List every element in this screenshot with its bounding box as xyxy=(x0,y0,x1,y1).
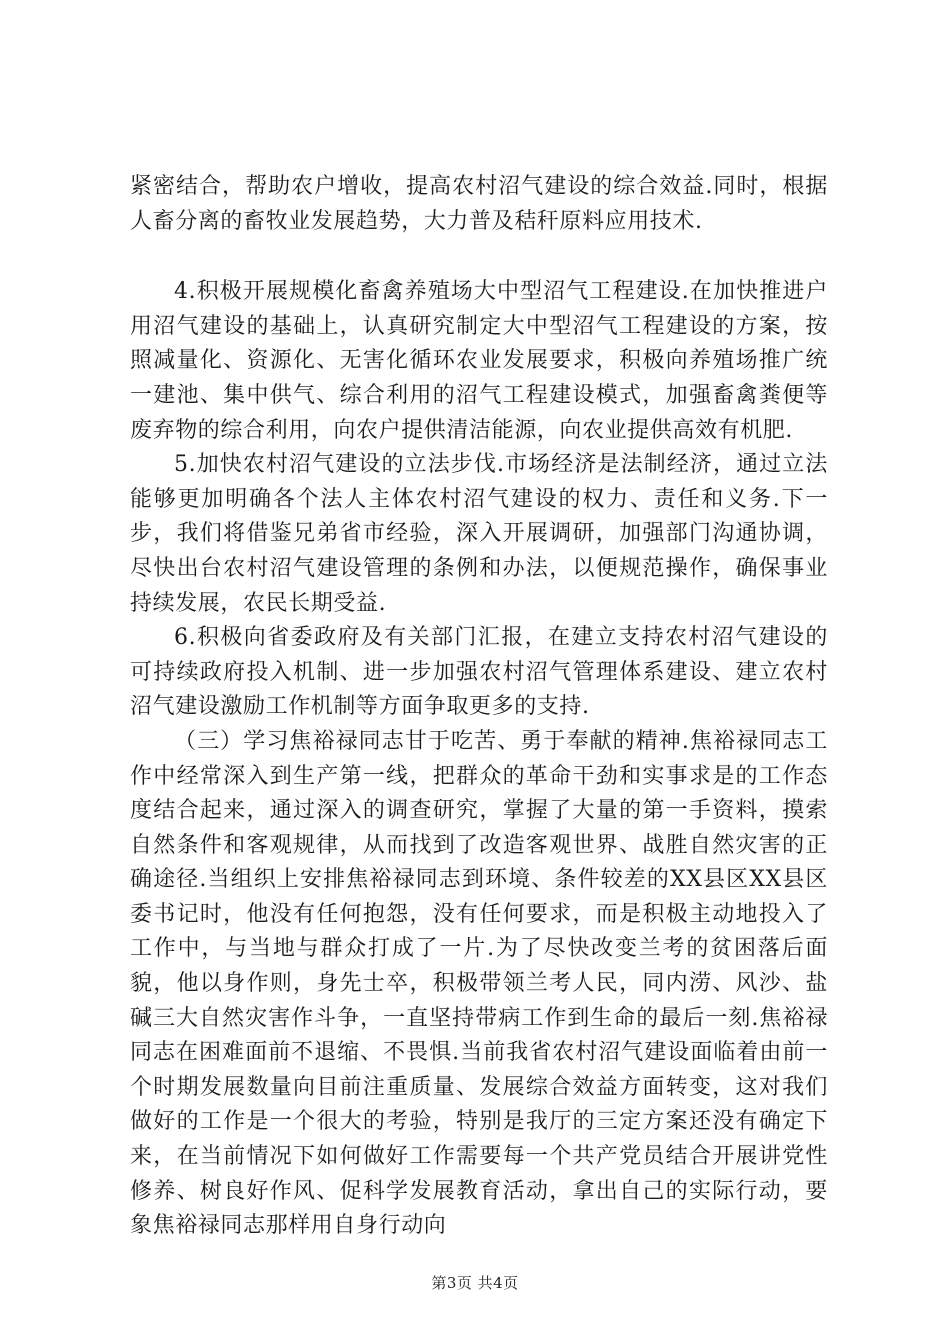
paragraph-continuation: 紧密结合，帮助农户增收，提高农村沼气建设的综合效益.同时，根据人畜分离的畜牧业发展趋势，大力普及秸秆原料应用技术. xyxy=(130,174,828,234)
paragraph-item-4: 4.积极开展规模化畜禽养殖场大中型沼气工程建设.在加快推进户用沼气建设的基础上，认真研究制定大中型沼气工程建设的方案，按照减量化、资源化、无害化循环农业发展要求，积极向养殖场推广统一建池、集中供气、综合利用的沼气工程建设模式，加强畜禽粪便等废弃物的综合利用，向农户提供清洁能源，向农业提供高效有机肥. xyxy=(130,279,828,443)
paragraph-section-3: （三）学习焦裕禄同志甘于吃苦、勇于奉献的精神.焦裕禄同志工作中经常深入到生产第一线，把群众的革命干劲和实事求是的工作态度结合起来，通过深入的调查研究，掌握了大量的第一手资料，摸索自然条件和客观规律，从而找到了改造客观世界、战胜自然灾害的正确途径.当组织上安排焦裕禄同志到环境、条件较差的XX县区XX县区委书记时，他没有任何抱怨，没有任何要求，而是积极主动地投入了工作中，与当地与群众打成了一片.为了尽快改变兰考的贫困落后面貌，他以身作则，身先士卒，积极带领兰考人民，同内涝、风沙、盐碱三大自然灾害作斗争，一直坚持带病工作到生命的最后一刻.焦裕禄同志在困难面前不退缩、不畏惧.当前我省农村沼气建设面临着由前一个时期发展数量向目前注重质量、发展综合效益方面转变，这对我们做好的工作是一个很大的考验，特别是我厅的三定方案还没有确定下来，在当前情况下如何做好工作需要每一个共产党员结合开展讲党性修养、树良好作风、促科学发展教育活动，拿出自己的实际行动，要象焦裕禄同志那样用自身行动向 xyxy=(130,728,828,1239)
page-number-footer: 第3页 共4页 xyxy=(431,1274,519,1292)
body-text xyxy=(130,170,828,1244)
paragraph-item-5: 5.加快农村沼气建设的立法步伐.市场经济是法制经济，通过立法能够更加明确各个法人主体农村沼气建设的权力、责任和义务.下一步，我们将借鉴兄弟省市经验，深入开展调研，加强部门沟通协调，尽快出台农村沼气建设管理的条例和办法，以便规范操作，确保事业持续发展，农民长期受益. xyxy=(130,452,828,616)
paragraph-item-6: 6.积极向省委政府及有关部门汇报，在建立支持农村沼气建设的可持续政府投入机制、进一步加强农村沼气管理体系建设、建立农村沼气建设激励工作机制等方面争取更多的支持. xyxy=(130,625,828,720)
